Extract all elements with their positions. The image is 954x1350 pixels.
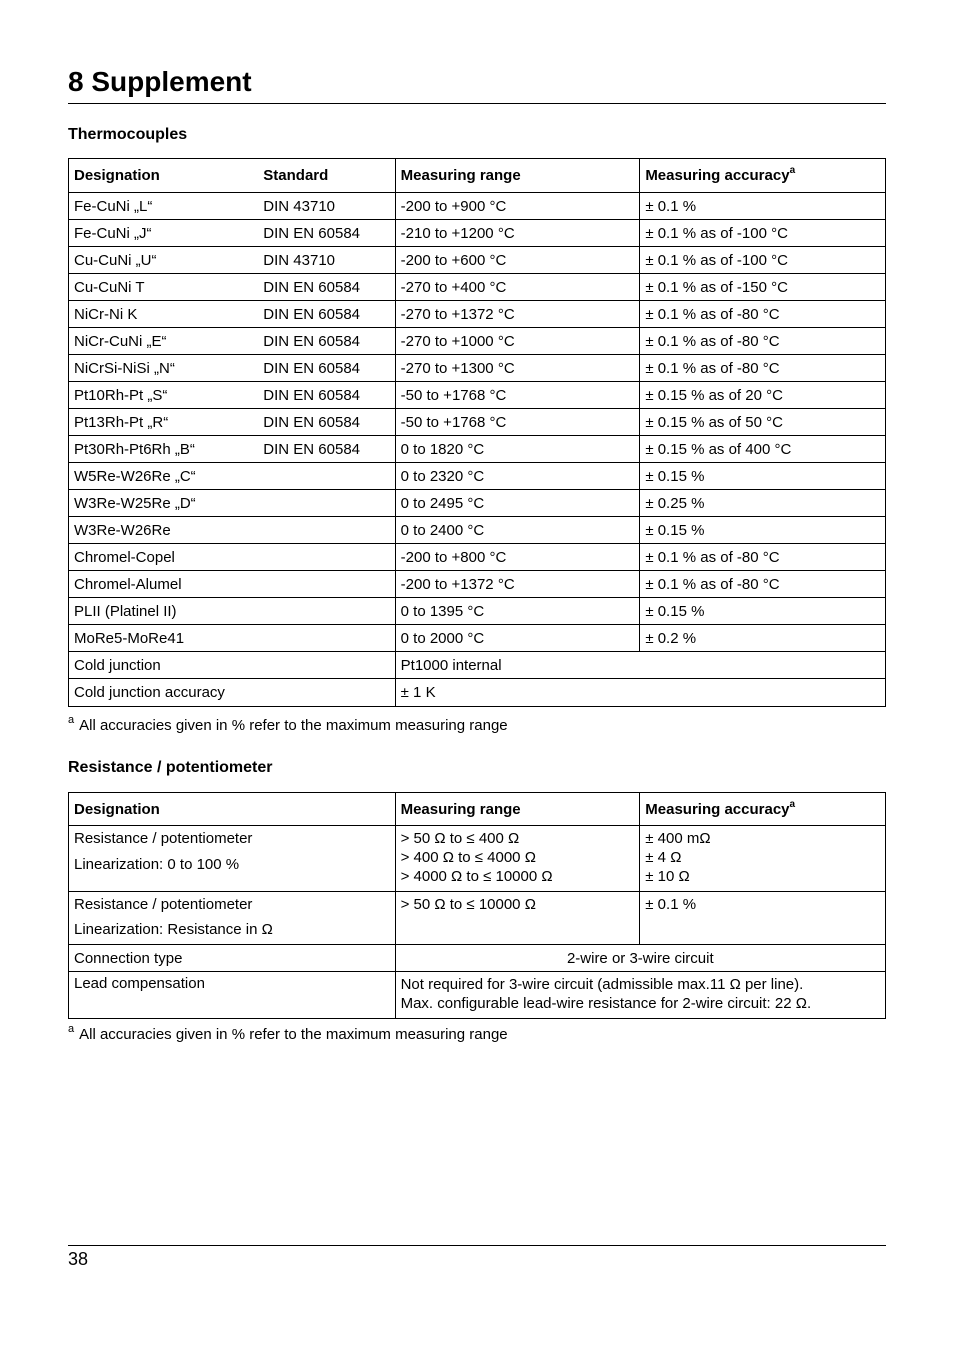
range-cell: -200 to +900 °C [395,193,640,220]
range-cell: -200 to +800 °C [395,544,640,571]
table-row [69,409,886,436]
title-rule [68,103,886,104]
range-cell: 0 to 1820 °C [395,436,640,463]
accuracy-cell: ± 0.1 % as of -80 °C [640,301,886,328]
connection-type-row [69,945,886,972]
standard-cell [258,571,395,598]
lead-compensation-label: Lead compensation [69,972,396,1019]
resist-header-row [69,793,886,826]
thermocouples-table [68,158,886,707]
table-row [69,193,886,220]
standard-cell: DIN EN 60584 [258,436,395,463]
designation-cell: NiCr-Ni K [69,301,259,328]
footnote-marker: a [789,798,796,810]
designation-cell: PLII (Platinel II) [69,598,259,625]
accuracy-cell: ± 0.25 % [640,490,886,517]
header-designation: Designation [69,793,396,826]
table-row [69,328,886,355]
standard-cell: DIN EN 60584 [258,220,395,247]
resist-footnote: $^a$ All accuracies given in % refer to the maximum measuring range [68,1023,508,1043]
table-row [69,247,886,274]
accuracy-cell: ± 0.1 % as of -80 °C [640,571,886,598]
accuracy-cell: ± 0.1 % [640,892,886,945]
connection-type-value: 2-wire or 3-wire circuit [395,945,885,972]
thermo-body [69,193,886,652]
range-cell: -270 to +1000 °C [395,328,640,355]
standard-cell [258,544,395,571]
accuracy-cell: ± 0.15 % as of 20 °C [640,382,886,409]
cold-junction-accuracy-value: ± 1 K [395,679,885,707]
cold-junction-value: Pt1000 internal [395,652,885,679]
header-designation: Designation [69,159,259,193]
table-row [69,463,886,490]
cold-junction-label: Cold junction [69,652,396,679]
lead-compensation-row [69,972,886,1019]
page-number: 38 [68,1249,89,1269]
range-cell: -210 to +1200 °C [395,220,640,247]
standard-cell [258,517,395,544]
designation-cell: NiCrSi-NiSi „N“ [69,355,259,382]
accuracy-cell: ± 0.2 % [640,625,886,652]
designation-cell: NiCr-CuNi „E“ [69,328,259,355]
designation-cell: Chromel-Alumel [69,571,259,598]
designation-cell: Fe-CuNi „L“ [69,193,259,220]
range-cell: -200 to +1372 °C [395,571,640,598]
range-cell: 0 to 2400 °C [395,517,640,544]
resistance-heading: Resistance / potentiometer [68,759,273,776]
range-cell: 0 to 2320 °C [395,463,640,490]
accuracy-cell: ± 0.1 % as of -80 °C [640,328,886,355]
table-row [69,892,886,945]
table-row [69,571,886,598]
table-row [69,517,886,544]
range-cell: -270 to +1300 °C [395,355,640,382]
standard-cell: DIN EN 60584 [258,382,395,409]
header-measuring-accuracy: Measuring accuracy$^a$ [640,793,886,826]
standard-cell [258,598,395,625]
table-row [69,544,886,571]
cold-junction-accuracy-label: Cold junction accuracy [69,679,396,707]
table-row [69,490,886,517]
range-cell: 0 to 2495 °C [395,490,640,517]
accuracy-cell: ± 0.1 % as of -80 °C [640,544,886,571]
range-cell: -200 to +600 °C [395,247,640,274]
standard-cell: DIN 43710 [258,193,395,220]
designation-cell: W3Re-W26Re [69,517,259,544]
designation-cell: Fe-CuNi „J“ [69,220,259,247]
table-row [69,382,886,409]
designation-cell: Chromel-Copel [69,544,259,571]
accuracy-cell: ± 0.1 % as of -150 °C [640,274,886,301]
header-measuring-range: Measuring range [395,159,640,193]
cold-junction-row [69,652,886,679]
header-measuring-range: Measuring range [395,793,640,826]
range-cell: -50 to +1768 °C [395,382,640,409]
accuracy-cell: ± 0.15 % [640,463,886,490]
range-cell: > 50 Ω to ≤ 10000 Ω [395,892,640,945]
standard-cell: DIN EN 60584 [258,274,395,301]
designation-cell: W3Re-W25Re „D“ [69,490,259,517]
table-row [69,625,886,652]
connection-type-label: Connection type [69,945,396,972]
page-title: 8 Supplement [68,66,252,97]
standard-cell: DIN EN 60584 [258,328,395,355]
range-cell: -270 to +400 °C [395,274,640,301]
lead-compensation-value: Not required for 3-wire circuit (admissible max.11 Ω per line). Max. configurable lead-wire resistance for 2-wire circuit: 22 Ω. [395,972,885,1019]
designation-cell: Pt10Rh-Pt „S“ [69,382,259,409]
designation-cell: Resistance / potentiometer Linearization: Resistance in Ω [69,892,396,945]
standard-cell: DIN EN 60584 [258,409,395,436]
accuracy-cell: ± 0.1 % as of -100 °C [640,220,886,247]
table-row [69,436,886,463]
accuracy-cell: ± 0.1 % as of -100 °C [640,247,886,274]
accuracy-cell: ± 0.1 % [640,193,886,220]
header-measuring-accuracy: Measuring accuracy$^a$ [640,159,886,193]
accuracy-cell: ± 0.15 % as of 400 °C [640,436,886,463]
thermo-footnote: $^a$ All accuracies given in % refer to the maximum measuring range [68,714,508,734]
header-standard: Standard [258,159,395,193]
accuracy-cell: ± 0.15 % [640,598,886,625]
table-row [69,301,886,328]
standard-cell: DIN EN 60584 [258,355,395,382]
standard-cell: DIN 43710 [258,247,395,274]
cold-junction-accuracy-row [69,679,886,707]
table-row [69,220,886,247]
range-cell: 0 to 2000 °C [395,625,640,652]
designation-cell: Cu-CuNi T [69,274,259,301]
footnote-marker: a [789,165,796,176]
designation-cell: Pt30Rh-Pt6Rh „B“ [69,436,259,463]
footer-rule [68,1245,886,1246]
standard-cell [258,463,395,490]
designation-cell: W5Re-W26Re „C“ [69,463,259,490]
standard-cell: DIN EN 60584 [258,301,395,328]
thermo-header-row [69,159,886,193]
table-row [69,274,886,301]
accuracy-cell: ± 0.15 % [640,517,886,544]
range-cell: 0 to 1395 °C [395,598,640,625]
table-row [69,355,886,382]
designation-cell: Cu-CuNi „U“ [69,247,259,274]
designation-cell: Pt13Rh-Pt „R“ [69,409,259,436]
range-cell: -270 to +1372 °C [395,301,640,328]
designation-cell: MoRe5-MoRe41 [69,625,259,652]
range-cell: > 50 Ω to ≤ 400 Ω > 400 Ω to ≤ 4000 Ω > 4000 Ω to ≤ 10000 Ω [395,826,640,892]
accuracy-cell: ± 0.15 % as of 50 °C [640,409,886,436]
table-row [69,598,886,625]
standard-cell [258,490,395,517]
designation-cell: Resistance / potentiometer Linearization: 0 to 100 % [69,826,396,892]
thermocouples-heading: Thermocouples [68,126,188,143]
accuracy-cell: ± 0.1 % as of -80 °C [640,355,886,382]
standard-cell [258,625,395,652]
range-cell: -50 to +1768 °C [395,409,640,436]
accuracy-cell: ± 400 mΩ ± 4 Ω ± 10 Ω [640,826,886,892]
resistance-table [68,792,886,1019]
table-row [69,826,886,892]
